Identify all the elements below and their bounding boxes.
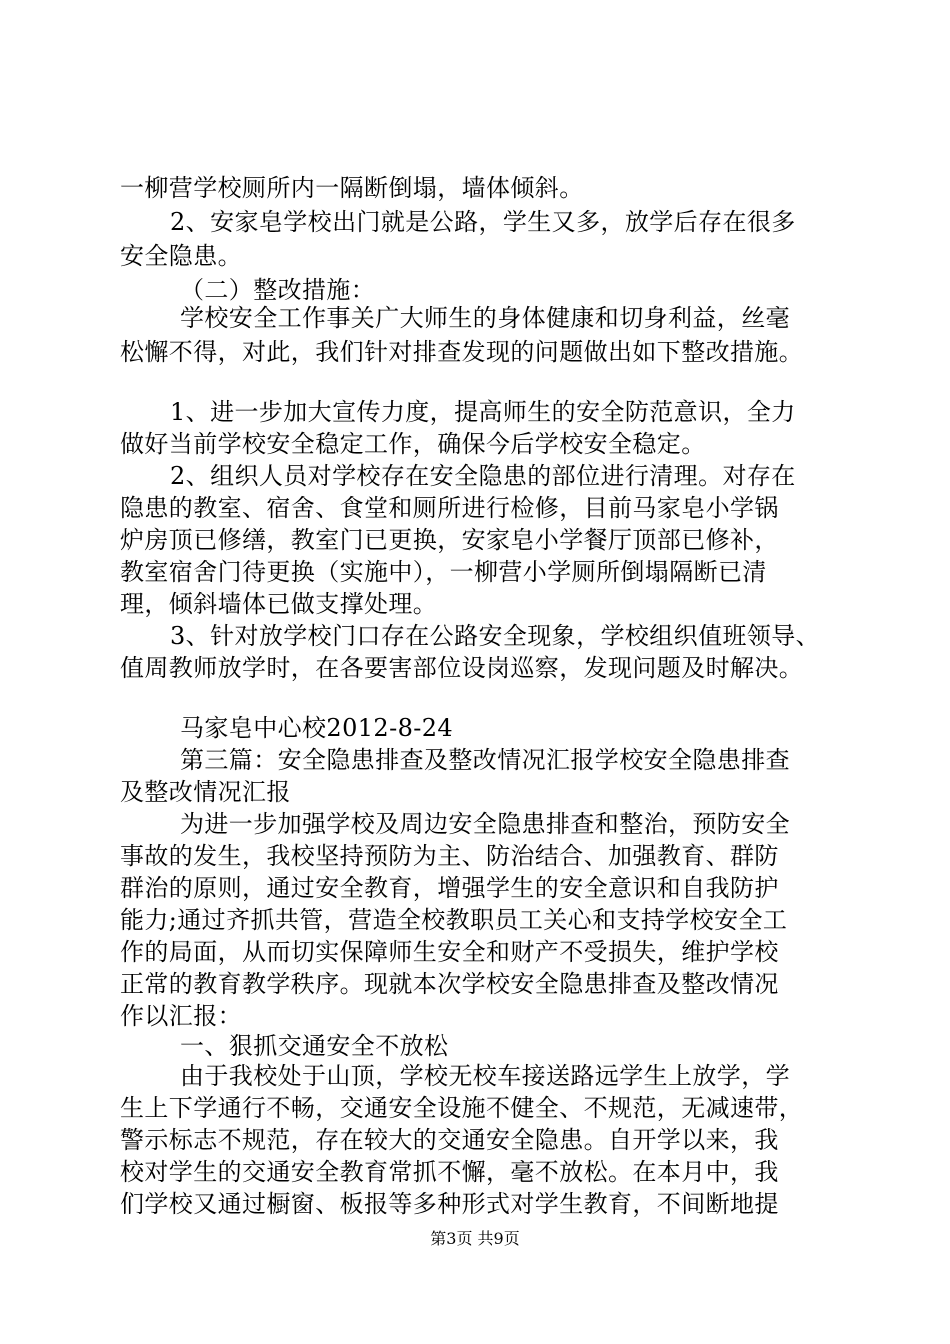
page-number-footer: 第3页 共9页 xyxy=(430,1229,520,1248)
text-line: 安全隐患。 xyxy=(120,242,242,270)
text-line: 值周教师放学时，在各要害部位设岗巡察，发现问题及时解决。 xyxy=(120,654,804,682)
text-line: 警示标志不规范，存在较大的交通安全隐患。自开学以来，我 xyxy=(120,1126,779,1154)
section-heading: （二）整改措施： xyxy=(180,276,376,304)
section-title: 第三篇：安全隐患排查及整改情况汇报学校安全隐患排查 xyxy=(180,746,790,774)
text-line: 2、组织人员对学校存在安全隐患的部位进行清理。对存在 xyxy=(170,462,796,490)
text-line: 事故的发生，我校坚持预防为主、防治结合、加强教育、群防 xyxy=(120,842,779,870)
text-line: 作的局面，从而切实保障师生安全和财产不受损失，维护学校 xyxy=(120,938,779,966)
section-title: 及整改情况汇报 xyxy=(120,778,291,806)
text-line: 2、安家皂学校出门就是公路，学生又多，放学后存在很多 xyxy=(170,208,796,236)
text-line: 炉房顶已修缮，教室门已更换，安家皂小学餐厅顶部已修补， xyxy=(120,526,779,554)
text-line: 理，倾斜墙体已做支撑处理。 xyxy=(120,590,438,618)
text-line: 松懈不得，对此，我们针对排查发现的问题做出如下整改措施。 xyxy=(120,338,804,366)
text-line: 学校安全工作事关广大师生的身体健康和切身利益，丝毫 xyxy=(180,304,790,332)
text-line: 作以汇报： xyxy=(120,1002,242,1030)
text-line: 正常的教育教学秩序。现就本次学校安全隐患排查及整改情况 xyxy=(120,970,779,998)
text-line: 校对学生的交通安全教育常抓不懈，毫不放松。在本月中，我 xyxy=(120,1158,779,1186)
text-line: 由于我校处于山顶，学校无校车接送路远学生上放学，学 xyxy=(180,1062,790,1090)
text-line: 群治的原则，通过安全教育，增强学生的安全意识和自我防护 xyxy=(120,874,779,902)
text-line: 一柳营学校厕所内一隔断倒塌，墙体倾斜。 xyxy=(120,174,584,202)
text-line: 做好当前学校安全稳定工作，确保今后学校安全稳定。 xyxy=(120,430,706,458)
text-line: 为进一步加强学校及周边安全隐患排查和整治，预防安全 xyxy=(180,810,790,838)
text-line: 隐患的教室、宿舍、食堂和厕所进行检修，目前马家皂小学锅 xyxy=(120,494,779,522)
text-line: 教室宿舍门待更换（实施中），一柳营小学厕所倒塌隔断已清 xyxy=(120,558,767,586)
signature-date: 马家皂中心校2012-8-24 xyxy=(180,714,454,742)
text-line: 们学校又通过橱窗、板报等多种形式对学生教育，不间断地提 xyxy=(120,1190,779,1218)
text-line: 能力;通过齐抓共管，营造全校教职员工关心和支持学校安全工 xyxy=(120,906,788,934)
text-line: 3、针对放学校门口存在公路安全现象，学校组织值班领导、 xyxy=(170,622,821,650)
text-line: 1、进一步加大宣传力度，提高师生的安全防范意识，全力 xyxy=(170,398,796,426)
section-heading: 一、狠抓交通安全不放松 xyxy=(180,1032,449,1060)
text-line: 生上下学通行不畅，交通安全设施不健全、不规范，无减速带， xyxy=(120,1094,804,1122)
